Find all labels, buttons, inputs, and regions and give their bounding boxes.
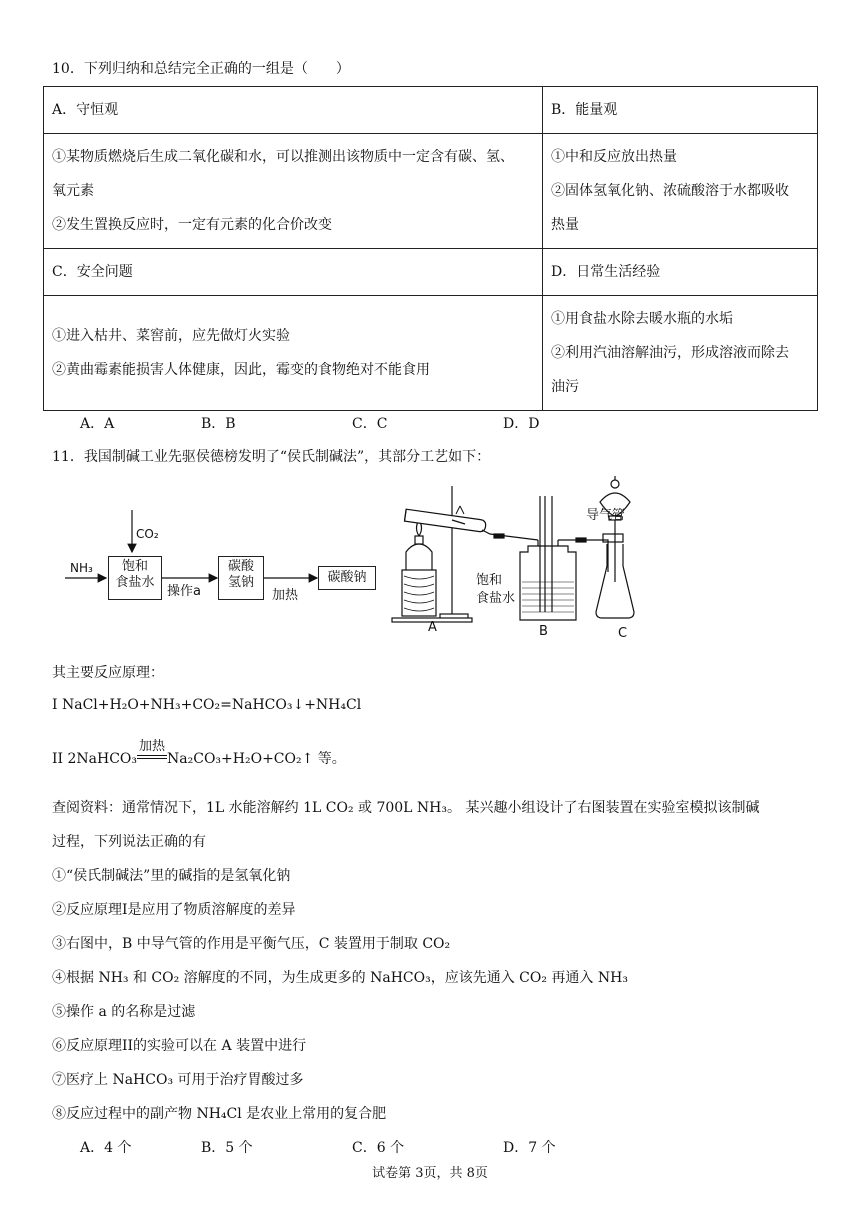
q10-table [43,86,818,411]
operation-a-label: 操作a [167,584,201,599]
equation-2: II 2NaHCO₃ 加热 Na₂CO₃+H₂O+CO₂↑ 等。 [52,739,346,767]
option-c-content: ①进入枯井、菜窖前，应先做灯火实验 ②黄曲霉素能损害人体健康，因此，霉变的食物绝对不能食用 [44,296,543,411]
statement-6: ⑥反应原理II的实验可以在 A 装置中进行 [52,1038,307,1054]
apparatus-a-label: A [428,620,437,635]
statement-1: ①“侯氏制碱法”里的碱指的是氢氧化钠 [52,868,291,884]
sodium-carbonate-box: 碳酸钠 [318,566,376,590]
option-b-content: ①中和反应放出热量 ②固体氢氧化钠、浓硫酸溶于水都吸收 热量 [543,134,818,249]
q11-option-b[interactable]: B．5 个 [201,1140,253,1156]
gas-tube-label: 导气管 [586,508,626,523]
option-b-heading: B．能量观 [543,87,818,134]
brine-box: 饱和 食盐水 [108,556,162,600]
q10-stem: 10．下列归纳和总结完全正确的一组是（ ） [52,61,350,77]
statement-4: ④根据 NH₃ 和 CO₂ 溶解度的不同，为生成更多的 NaHCO₃，应该先通入 CO₂ 再通入 NH₃ [52,970,628,986]
info-line-1: 查阅资料：通常情况下，1L 水能溶解约 1L CO₂ 或 700L NH₃。 某兴趣小组设计了右图装置在实验室模拟该制碱 [52,800,760,816]
q11-option-a[interactable]: A．4 个 [80,1140,132,1156]
option-c-heading: C．安全问题 [44,249,543,296]
option-d-content: ①用食盐水除去暖水瓶的水垢 ②利用汽油溶解油污，形成溶液而除去 油污 [543,296,818,411]
co2-label: CO₂ [136,527,159,541]
q10-option-d[interactable]: D．D [503,416,540,432]
statement-3: ③右图中，B 中导气管的作用是平衡气压，C 装置用于制取 CO₂ [52,936,451,952]
option-a-heading: A．守恒观 [44,87,543,134]
q10-option-b[interactable]: B．B [201,416,236,432]
apparatus-c-label: C [618,626,628,641]
q11-stem: 11．我国制碱工业先驱侯德榜发明了“侯氏制碱法”，其部分工艺如下： [52,449,491,465]
statement-5: ⑤操作 a 的名称是过滤 [52,1004,196,1020]
brine-label: 饱和 食盐水 [476,573,516,606]
info-line-2: 过程，下列说法正确的有 [52,834,206,850]
nh3-label: NH₃ [70,561,93,575]
equation-1: I NaCl+H₂O+NH₃+CO₂=NaHCO₃↓+NH₄Cl [52,697,362,713]
apparatus-drawing [390,472,680,642]
option-d-heading: D．日常生活经验 [543,249,818,296]
q11-option-c[interactable]: C．6 个 [352,1140,405,1156]
statement-8: ⑧反应过程中的副产物 NH₄Cl 是农业上常用的复合肥 [52,1106,387,1122]
heat-label: 加热 [272,588,299,603]
q10-option-a[interactable]: A．A [80,416,115,432]
principle-title: 其主要反应原理： [52,665,164,681]
apparatus-b-label: B [539,624,548,639]
q10-option-c[interactable]: C．C [352,416,388,432]
sodium-bicarbonate-box: 碳酸 氢钠 [218,556,264,600]
statement-2: ②反应原理I是应用了物质溶解度的差异 [52,902,296,918]
q11-option-d[interactable]: D．7 个 [503,1140,556,1156]
page-footer: 试卷第 3页，共 8页 [372,1166,488,1181]
option-a-content: ①某物质燃烧后生成二氧化碳和水，可以推测出该物质中一定含有碳、氢、 氧元素 ②发生置换反应时，一定有元素的化合价改变 [44,134,543,249]
statement-7: ⑦医疗上 NaHCO₃ 可用于治疗胃酸过多 [52,1072,304,1088]
